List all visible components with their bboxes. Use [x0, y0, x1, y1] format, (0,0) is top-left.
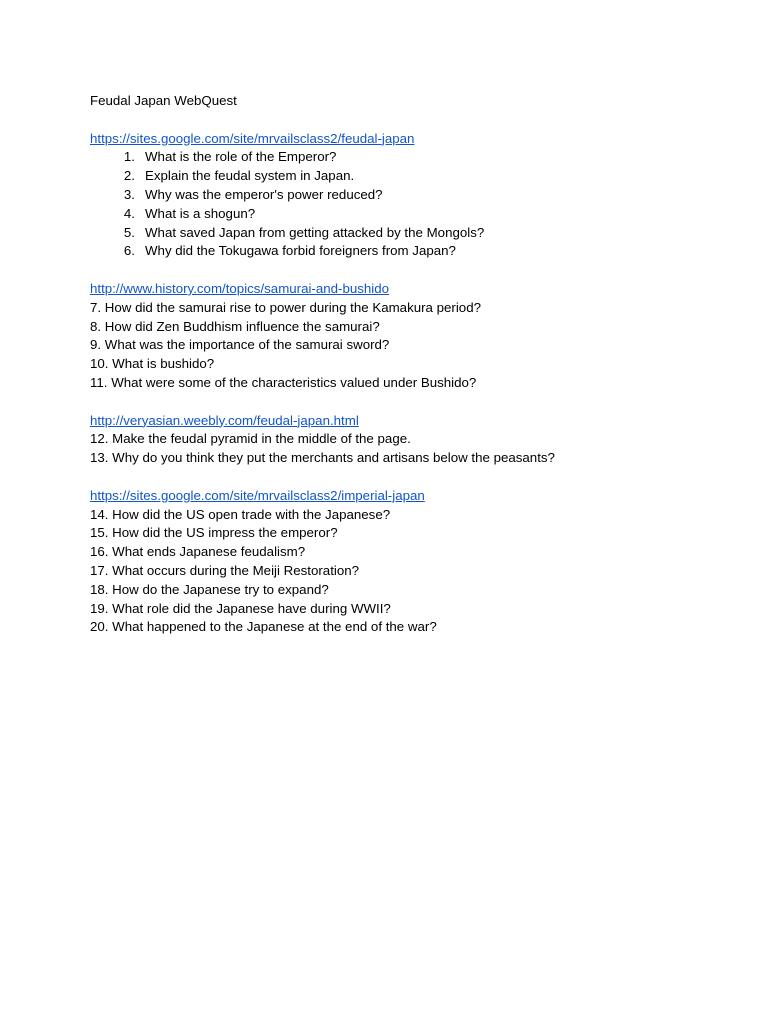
document-title: Feudal Japan WebQuest: [90, 93, 237, 108]
list-number: 1.: [123, 149, 135, 165]
question-line: 17. What occurs during the Meiji Restoration?: [90, 562, 360, 578]
question-line: 10. What is bushido?: [90, 356, 215, 372]
list-number: 6.: [123, 243, 135, 259]
link-samurai-and-bushido[interactable]: http://www.history.com/topics/samurai-and-bushido: [90, 280, 390, 296]
list-item: [90, 167, 710, 186]
list-item: [90, 242, 710, 261]
question-text: What is a shogun?: [145, 205, 256, 221]
list-item: [90, 205, 710, 224]
question-line: 8. How did Zen Buddhism influence the samurai?: [90, 318, 380, 334]
question-line: 7. How did the samurai rise to power during the Kamakura period?: [90, 299, 481, 315]
link-imperial-japan[interactable]: https://sites.google.com/site/mrvailsclass2/imperial-japan: [90, 487, 425, 503]
question-line: 14. How did the US open trade with the Japanese?: [90, 506, 391, 522]
section-samurai-and-bushido: [90, 280, 710, 393]
list-item: [90, 148, 710, 167]
question-line: 16. What ends Japanese feudalism?: [90, 544, 306, 560]
spacer: [90, 261, 710, 280]
spacer: [90, 393, 710, 412]
spacer: [90, 111, 710, 130]
spacer: [90, 468, 710, 487]
section-imperial-japan: [90, 487, 710, 637]
question-text: What is the role of the Emperor?: [145, 149, 337, 165]
question-line: 19. What role did the Japanese have during WWII?: [90, 600, 391, 616]
question-line: 12. Make the feudal pyramid in the middle of the page.: [90, 431, 411, 447]
section-feudal-japan: [90, 130, 710, 262]
link-feudal-japan[interactable]: https://sites.google.com/site/mrvailsclass2/feudal-japan: [90, 130, 415, 146]
question-line: 18. How do the Japanese try to expand?: [90, 581, 329, 597]
link-veryasian[interactable]: http://veryasian.weebly.com/feudal-japan.html: [90, 412, 359, 428]
question-text: Explain the feudal system in Japan.: [145, 168, 355, 184]
list-number: 5.: [123, 224, 135, 240]
list-item: [90, 224, 710, 243]
question-line: 15. How did the US impress the emperor?: [90, 525, 338, 541]
list-number: 2.: [123, 168, 135, 184]
question-line: 20. What happened to the Japanese at the end of the war?: [90, 619, 437, 635]
section-veryasian: [90, 412, 710, 468]
question-text: What saved Japan from getting attacked by the Mongols?: [145, 224, 485, 240]
question-text: Why was the emperor's power reduced?: [145, 186, 383, 202]
list-item: [90, 186, 710, 205]
question-line: 11. What were some of the characteristics valued under Bushido?: [90, 374, 477, 390]
list-number: 3.: [123, 186, 135, 202]
question-line: 13. Why do you think they put the merchants and artisans below the peasants?: [90, 450, 555, 466]
list-number: 4.: [123, 205, 135, 221]
question-line: 9. What was the importance of the samurai sword?: [90, 337, 390, 353]
question-text: Why did the Tokugawa forbid foreigners from Japan?: [145, 243, 456, 259]
document-page: [90, 92, 710, 637]
